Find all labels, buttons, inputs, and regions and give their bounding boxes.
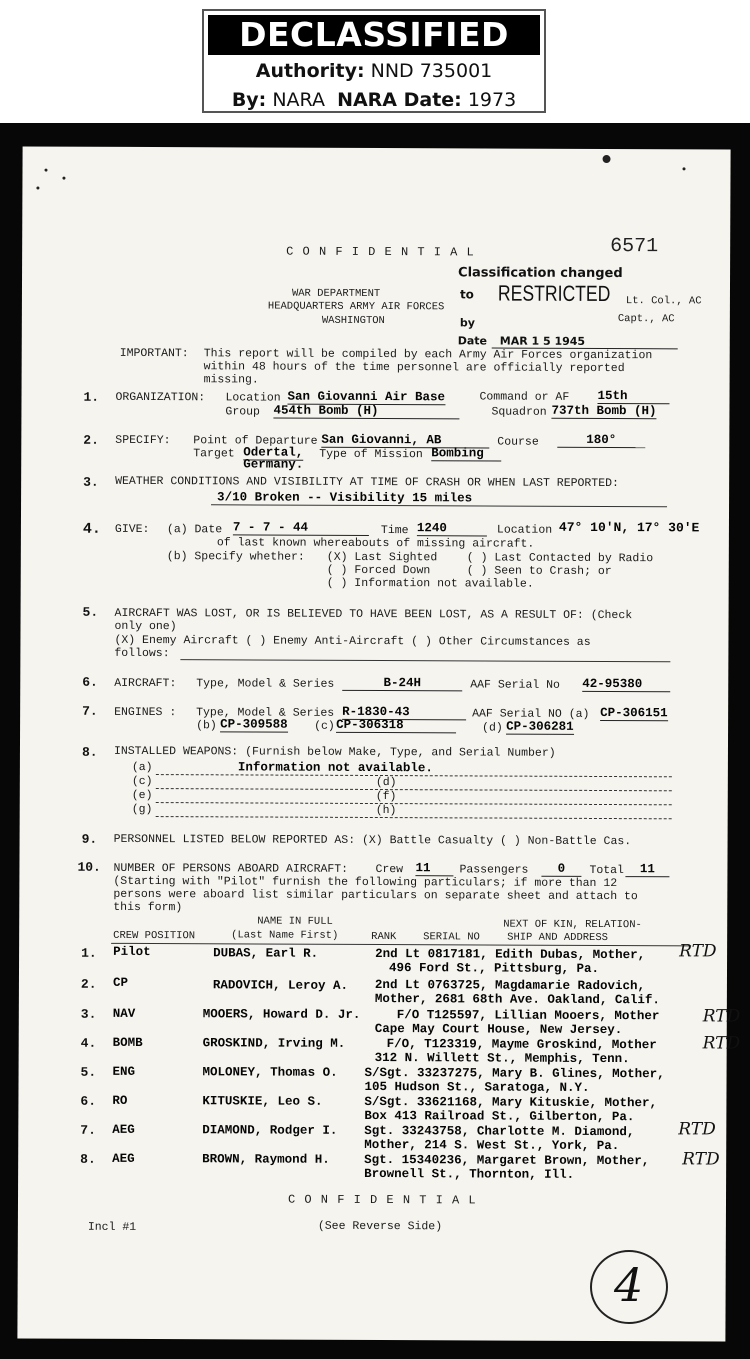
departure-label: Point of Departure bbox=[193, 434, 318, 448]
weapons-line bbox=[156, 788, 672, 791]
organization-label: ORGANIZATION: bbox=[115, 390, 206, 405]
section-3-number: 3. bbox=[83, 474, 99, 490]
row-kin-line1: F/O, T123319, Mayme Groskind, Mother bbox=[386, 1037, 657, 1053]
weapons-value: Information not available. bbox=[237, 760, 433, 776]
sec5-line4: follows: bbox=[114, 646, 170, 661]
speck bbox=[36, 187, 39, 190]
row-handwritten-note: RTD bbox=[702, 1033, 741, 1054]
row-name: BROWN, Raymond H. bbox=[202, 1152, 330, 1167]
row-position: NAV bbox=[112, 1006, 136, 1021]
engine-serial-b: CP-309588 bbox=[220, 717, 288, 732]
row-position: ENG bbox=[112, 1064, 136, 1079]
engine-serial-c: CP-306318 bbox=[336, 719, 456, 734]
row-kin-line2: 105 Hudson St., Saratoga, N.Y. bbox=[364, 1079, 590, 1095]
row-kin-line2: 312 N. Willett St., Memphis, Tenn. bbox=[374, 1051, 630, 1067]
opt-last-contacted[interactable]: ( ) Last Contacted by Radio bbox=[466, 551, 654, 566]
class-date: MAR 1 5 1945 bbox=[499, 334, 586, 348]
location-label: Location bbox=[225, 391, 281, 405]
class-restricted: RESTRICTED bbox=[497, 280, 611, 307]
row-handwritten-note: RTD bbox=[679, 941, 717, 962]
squadron-label: Squadron bbox=[491, 405, 547, 419]
opt-seen-crash[interactable]: ( ) Seen to Crash; or bbox=[466, 564, 612, 579]
squadron-value: 737th Bomb (H) bbox=[551, 403, 657, 419]
group-value: 454th Bomb (H) bbox=[273, 405, 459, 420]
page-mark: 4 bbox=[614, 1258, 644, 1312]
class-rank2: Capt., AC bbox=[617, 313, 675, 326]
section-6-number: 6. bbox=[82, 674, 98, 690]
opt-info-not-available[interactable]: ( ) Information not available. bbox=[326, 576, 534, 591]
row-kin-line2: Box 413 Railroad St., Gilberton, Pa. bbox=[364, 1108, 635, 1125]
row-name: DUBAS, Earl R. bbox=[213, 946, 319, 961]
weather-underline bbox=[211, 504, 667, 507]
row-number: 1. bbox=[81, 945, 97, 961]
course-value: 180° bbox=[557, 434, 645, 448]
weapons-line bbox=[156, 816, 672, 819]
section-10-number: 10. bbox=[77, 859, 101, 875]
persons-note3: this form) bbox=[113, 900, 183, 915]
target-value-1: Odertal, bbox=[243, 445, 304, 460]
opt-last-sighted[interactable]: (X) Last Sighted bbox=[326, 550, 438, 565]
header-rank: RANK bbox=[371, 930, 397, 944]
doc-number: 6571 bbox=[610, 235, 659, 259]
row-name: GROSKIND, Irving M. bbox=[202, 1036, 346, 1051]
time-value: 1240 bbox=[417, 522, 487, 536]
group-label: Group bbox=[225, 405, 260, 419]
row-number: 6. bbox=[80, 1093, 97, 1109]
confidential-top: C O N F I D E N T I A L bbox=[286, 244, 475, 260]
persons-note1: (Starting with "Pilot" furnish the following particulars; if more than 12 bbox=[113, 874, 618, 891]
header-ship-address: SHIP AND ADDRESS bbox=[507, 931, 609, 945]
row-kin-line1: S/Sgt. 33621168, Mary Kituskie, Mother, bbox=[364, 1094, 658, 1111]
target-label: Target bbox=[193, 447, 235, 461]
row-kin-line2: Mother, 2681 68th Ave. Oakland, Calif. bbox=[374, 992, 660, 1008]
dept-line2: HEADQUARTERS ARMY AIR FORCES bbox=[267, 300, 445, 314]
speck bbox=[603, 155, 611, 163]
section-5-number: 5. bbox=[82, 604, 99, 620]
sec5-underline bbox=[180, 659, 670, 662]
section-1-number: 1. bbox=[83, 389, 100, 405]
section-4-number: 4. bbox=[82, 520, 101, 538]
row-kin-line1: S/Sgt. 33237275, Mary B. Glines, Mother, bbox=[364, 1065, 665, 1082]
section-8-number: 8. bbox=[81, 744, 98, 760]
persons-aboard-label: NUMBER OF PERSONS ABOARD AIRCRAFT: bbox=[113, 861, 349, 876]
row-position: AEG bbox=[112, 1122, 135, 1137]
weapons-line bbox=[156, 802, 672, 805]
aircraft-type-label: Type, Model & Series bbox=[196, 677, 335, 691]
weapons-letter-g: (g) bbox=[131, 802, 153, 817]
speck bbox=[44, 169, 47, 172]
row-kin-line1: F/O T125597, Lillian Mooers, Mother bbox=[396, 1008, 660, 1024]
row-name: KITUSKIE, Leo S. bbox=[202, 1094, 323, 1109]
header-serial: SERIAL NO bbox=[423, 931, 480, 944]
weapons-letter-d: (d) bbox=[375, 776, 397, 790]
row-kin-line2: Mother, 214 S. West St., York, Pa. bbox=[364, 1137, 620, 1154]
aircraft-label: AIRCRAFT: bbox=[114, 676, 177, 691]
aircraft-serial-label: AAF Serial No bbox=[470, 678, 561, 692]
crew-label: Crew bbox=[375, 863, 404, 877]
page-mark-circle bbox=[590, 1250, 668, 1324]
row-kin-line1: Sgt. 33243758, Charlotte M. Diamond, bbox=[364, 1123, 635, 1140]
inclosure-label: Incl #1 bbox=[87, 1220, 137, 1234]
organization-location: San Giovanni Air Base bbox=[287, 389, 446, 405]
class-by: by bbox=[459, 316, 475, 330]
date-value: 7 - 7 - 44 bbox=[233, 521, 369, 536]
location-sub: of last known whereabouts of missing aircraft. bbox=[216, 536, 535, 551]
header-name-in-full: NAME IN FULL bbox=[257, 915, 333, 928]
row-number: 8. bbox=[80, 1151, 96, 1167]
row-number: 7. bbox=[80, 1122, 96, 1138]
header-last-name-first: (Last Name First) bbox=[231, 929, 339, 942]
class-to: to bbox=[459, 287, 474, 302]
weapons-letter-a: (a) bbox=[131, 760, 153, 775]
departure-value: San Giovanni, AB bbox=[321, 434, 489, 449]
mission-value: Bombing bbox=[431, 447, 501, 461]
important-label: IMPORTANT: bbox=[119, 346, 189, 361]
weapons-letter-c: (c) bbox=[131, 774, 153, 789]
weapons-letter-h: (h) bbox=[375, 804, 397, 818]
personnel-status: PERSONNEL LISTED BELOW REPORTED AS: (X) Battle Casualty ( ) Non-Battle Cas. bbox=[113, 832, 632, 849]
row-name: MOLONEY, Thomas O. bbox=[202, 1065, 338, 1080]
command-label: Command or AF bbox=[479, 390, 570, 404]
row-position: BOMB bbox=[112, 1035, 143, 1050]
speck bbox=[683, 167, 686, 170]
engine-serial-d: CP-306281 bbox=[506, 719, 574, 734]
row-handwritten-note: RTD bbox=[678, 1119, 716, 1140]
row-name: RADOVICH, Leroy A. bbox=[212, 978, 349, 993]
row-number: 4. bbox=[80, 1035, 97, 1051]
aircraft-serial-value: 42-95380 bbox=[582, 678, 670, 692]
total-label: Total bbox=[589, 863, 624, 878]
row-number: 5. bbox=[80, 1064, 97, 1080]
course-label: Course bbox=[497, 435, 539, 449]
row-handwritten-note: RTD bbox=[682, 1149, 720, 1170]
row-kin-line1: Sgt. 15340236, Margaret Brown, Mother, bbox=[364, 1152, 650, 1169]
important-line3: missing. bbox=[203, 373, 259, 387]
class-changed: Classification changed bbox=[458, 265, 623, 282]
row-name: DIAMOND, Rodger I. bbox=[202, 1123, 338, 1138]
row-number: 2. bbox=[80, 976, 97, 992]
mission-label: Type of Mission bbox=[319, 447, 423, 462]
row-position: AEG bbox=[112, 1151, 135, 1166]
weapons-letter-f: (f) bbox=[375, 790, 397, 804]
header-next-of-kin: NEXT OF KIN, RELATION- bbox=[503, 918, 642, 932]
opt-forced-down[interactable]: ( ) Forced Down bbox=[326, 563, 431, 578]
row-kin-line2: Cape May Court House, New Jersey. bbox=[374, 1022, 623, 1038]
row-position: CP bbox=[112, 975, 129, 990]
specify-label: SPECIFY: bbox=[115, 433, 171, 448]
crew-value: 11 bbox=[415, 862, 453, 876]
document-page bbox=[17, 146, 741, 1341]
header-crew-position: CREW POSITION bbox=[113, 929, 196, 943]
row-kin-line2: 496 Ford St., Pittsburg, Pa. bbox=[388, 961, 600, 976]
section-2-number: 2. bbox=[83, 432, 99, 448]
engine-type-value: R-1830-43 bbox=[342, 706, 466, 721]
specify-whether-label: (b) Specify whether: bbox=[166, 550, 305, 564]
stamp-authority: Authority: NND 735001 bbox=[255, 60, 493, 82]
engine-d-label: (d) bbox=[482, 721, 503, 735]
total-value: 11 bbox=[625, 863, 669, 877]
passengers-label: Passengers bbox=[459, 863, 529, 877]
engine-type-label: Type, Model & Series bbox=[196, 706, 335, 720]
class-date-label: Date bbox=[457, 334, 488, 348]
engine-c-label: (c) bbox=[314, 719, 335, 733]
weapons-letter-e: (e) bbox=[131, 788, 153, 803]
give-label: GIVE: bbox=[114, 522, 150, 537]
persons-note2: persons were aboard list similar particulars on separate sheet and attach to bbox=[113, 887, 638, 904]
location-label-4: Location bbox=[496, 523, 553, 537]
row-position: RO bbox=[112, 1093, 128, 1108]
weapons-line bbox=[156, 774, 672, 777]
stamp-by: By: NARA NARA Date: 1973 bbox=[231, 89, 517, 111]
row-handwritten-note: RTD bbox=[702, 1006, 741, 1027]
important-line2: within 48 hours of the time personnel are officially reported bbox=[203, 360, 625, 376]
date-label: (a) Date bbox=[166, 523, 223, 537]
dept-line1: WAR DEPARTMENT bbox=[291, 287, 381, 301]
aircraft-type-value: B-24H bbox=[342, 677, 462, 692]
weather-value: 3/10 Broken -- Visibility 15 miles bbox=[217, 490, 473, 506]
engines-label: ENGINES : bbox=[114, 705, 177, 720]
stamp-title: DECLASSIFIED bbox=[208, 15, 540, 55]
passengers-value: 0 bbox=[541, 863, 581, 877]
row-position: Pilot bbox=[113, 944, 151, 960]
section-7-number: 7. bbox=[82, 703, 98, 719]
section-9-number: 9. bbox=[81, 831, 98, 847]
row-number: 3. bbox=[80, 1006, 97, 1022]
location-value-4: 47° 10'N, 17° 30'E bbox=[558, 519, 700, 536]
dept-line3: WASHINGTON bbox=[321, 314, 385, 328]
row-kin-line2: Brownell St., Thornton, Ill. bbox=[364, 1166, 575, 1182]
engine-serial-label: AAF Serial NO (a) bbox=[472, 707, 590, 721]
row-kin-line1: 2nd Lt 0763725, Magdamarie Radovich, bbox=[374, 978, 646, 994]
target-value-2: Germany. bbox=[243, 457, 304, 472]
sec5-line3: (X) Enemy Aircraft ( ) Enemy Anti-Aircraft ( ) Other Circumstances as bbox=[114, 633, 591, 649]
weapons-label: INSTALLED WEAPONS: (Furnish below Make, Type, and Serial Number) bbox=[113, 744, 556, 760]
speck bbox=[62, 177, 65, 180]
important-line1: This report will be compiled by each Army Air Forces organization bbox=[203, 347, 653, 363]
declassified-stamp bbox=[202, 9, 546, 113]
engine-b-label: (b) bbox=[196, 719, 217, 733]
confidential-bottom: C O N F I D E N T I A L bbox=[287, 1192, 477, 1208]
row-kin-line1: 2nd Lt 0817181, Edith Dubas, Mother, bbox=[375, 947, 646, 963]
sec5-line1: AIRCRAFT WAS LOST, OR IS BELIEVED TO HAVE BEEN LOST, AS A RESULT OF: (Check bbox=[114, 606, 633, 623]
sec5-line2: only one) bbox=[114, 619, 177, 634]
weather-label: WEATHER CONDITIONS AND VISIBILITY AT TIME OF CRASH OR WHEN LAST REPORTED: bbox=[115, 474, 619, 491]
see-reverse-side: (See Reverse Side) bbox=[317, 1219, 443, 1234]
class-rank1: Lt. Col., AC bbox=[625, 295, 702, 308]
command-value: 15th bbox=[597, 390, 669, 404]
time-label: Time bbox=[380, 524, 409, 538]
row-name: MOOERS, Howard D. Jr. bbox=[202, 1007, 361, 1022]
engine-serial-a: CP-306151 bbox=[600, 705, 668, 721]
